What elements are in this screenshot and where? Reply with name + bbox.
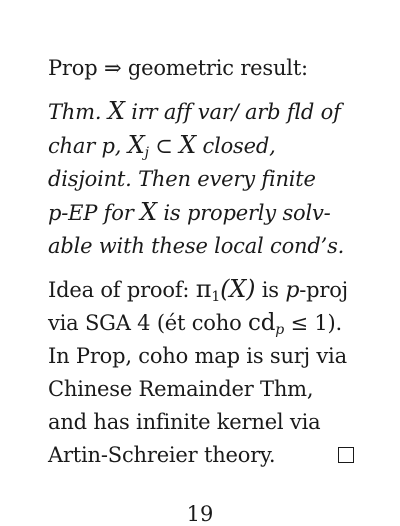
subvariety-index: j xyxy=(144,145,149,161)
proof-line-5: and has infinite kernel via xyxy=(48,410,321,434)
slide-content xyxy=(48,52,360,472)
theorem-line-2 xyxy=(48,129,360,163)
theorem-label: Thm. xyxy=(48,100,102,124)
proof-line-1-proj: -proj xyxy=(299,278,348,302)
proof-line-2-bound: ≤ 1). xyxy=(290,311,342,335)
theorem-line-3: disjoint. Then every finite xyxy=(48,167,316,191)
proof-line-3: In Prop, coho map is surj via xyxy=(48,344,347,368)
subvariety-symbol: X xyxy=(127,131,145,159)
prime-symbol-2: p xyxy=(285,278,300,303)
variety-symbol: X xyxy=(107,97,125,125)
theorem-line-1 xyxy=(48,95,360,129)
fundamental-group-symbol: π xyxy=(195,275,212,303)
cohom-dim-symbol: cd xyxy=(248,310,276,336)
fundamental-group-index: 1 xyxy=(211,289,221,305)
variety-symbol-3: X xyxy=(140,198,157,226)
proof-line-4: Chinese Remainder Thm, xyxy=(48,377,314,401)
proof-line-2-text: via SGA 4 (ét coho xyxy=(48,311,242,335)
theorem-line-4-a: p-EP for xyxy=(48,201,134,225)
heading-line xyxy=(48,52,360,85)
proof-label: Idea of proof: xyxy=(48,278,190,302)
proof-line-1-is: is xyxy=(261,278,279,302)
page-number: 19 xyxy=(186,502,214,526)
prime-symbol: p, xyxy=(101,134,122,158)
cohom-dim-index: p xyxy=(275,322,284,338)
fundamental-group-arg: (X) xyxy=(220,275,256,303)
qed-square-icon xyxy=(338,447,354,463)
variety-symbol-2: X xyxy=(179,131,197,159)
theorem-line-4 xyxy=(48,196,360,230)
theorem-line-2-text: closed, xyxy=(202,134,276,158)
proof-line-1 xyxy=(48,273,360,307)
theorem-line-5: able with these local cond’s. xyxy=(48,234,345,258)
implies-symbol: ⇒ xyxy=(103,56,122,80)
subset-symbol: ⊂ xyxy=(155,134,173,158)
proof-line-6-text: Artin-Schreier theory. xyxy=(48,443,276,467)
theorem-line-2-char: char xyxy=(48,134,96,158)
proof-line-2 xyxy=(48,307,360,340)
theorem-block xyxy=(48,95,360,263)
theorem-line-1-text: irr aff var/ arb fld of xyxy=(131,100,341,124)
theorem-line-4-text: is properly solv- xyxy=(163,201,331,225)
proof-block xyxy=(48,273,360,472)
heading-prefix: Prop xyxy=(48,56,98,80)
heading-rest: geometric result: xyxy=(127,56,308,80)
proof-line-6 xyxy=(48,439,360,472)
